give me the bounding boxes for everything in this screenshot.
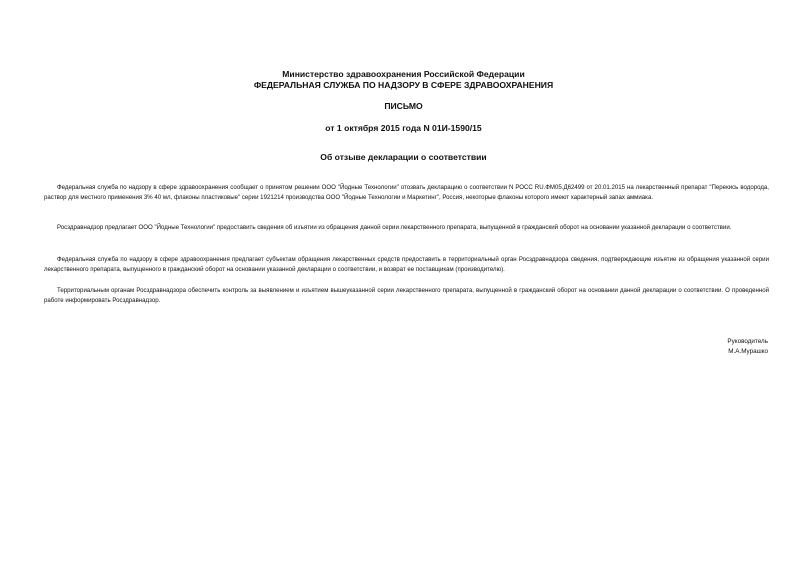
signature-name: М.А.Мурашко	[728, 348, 768, 355]
ministry-heading: Министерство здравоохранения Российской Федерации	[282, 69, 525, 79]
paragraph-1: Федеральная служба по надзору в сфере здравоохранения сообщает о принятом решении ООО "Йодные Технологии" отозвать декларацию о соответствии N РОСС RU.ФМ05.Д62499 от 20.01.2015 на лекарственный препарат "Перекись водорода, раствор для местного применения 3% 40 мл, флаконы пластиковые" серии 1921214 производства ООО "Йодные Технологии и Маркетинг", Россия, некоторые флаконы которого имеют характерный запах аммиака.	[44, 184, 769, 201]
paragraph-2: Росздравнадзор предлагает ООО "Йодные Технологии" предоставить сведения об изъятии из обращения данной серии лекарственного препарата, выпущенной в гражданский оборот на основании указанной декларации о соответствии.	[57, 224, 732, 231]
paragraph-4: Территориальным органам Росздравнадзора обеспечить контроль за выявлением и изъятием вышеуказанной серии лекарственного препарата, выпущенной в гражданский оборот на основании данной декларации о соответствии. О проведенной работе информировать Росздравнадзор.	[44, 287, 769, 304]
document-type: ПИСЬМО	[384, 101, 423, 111]
service-heading: ФЕДЕРАЛЬНАЯ СЛУЖБА ПО НАДЗОРУ В СФЕРЕ ЗДРАВООХРАНЕНИЯ	[253, 80, 554, 90]
signature-position: Руководитель	[727, 338, 768, 345]
document-date-number: от 1 октября 2015 года N 01И-1590/15	[325, 123, 482, 133]
document-subject: Об отзыве декларации о соответствии	[320, 152, 487, 162]
paragraph-3: Федеральная служба по надзору в сфере здравоохранения предлагает субъектам обращения лекарственных средств предоставить в территориальный орган Росздравнадзора сведения, подтверждающие изъятие из обращения указанной серии лекарственного препарата, выпущенного в гражданский оборот на основании указанной декларации о соответствии, и возврат ее поставщикам (производителю).	[44, 256, 769, 273]
